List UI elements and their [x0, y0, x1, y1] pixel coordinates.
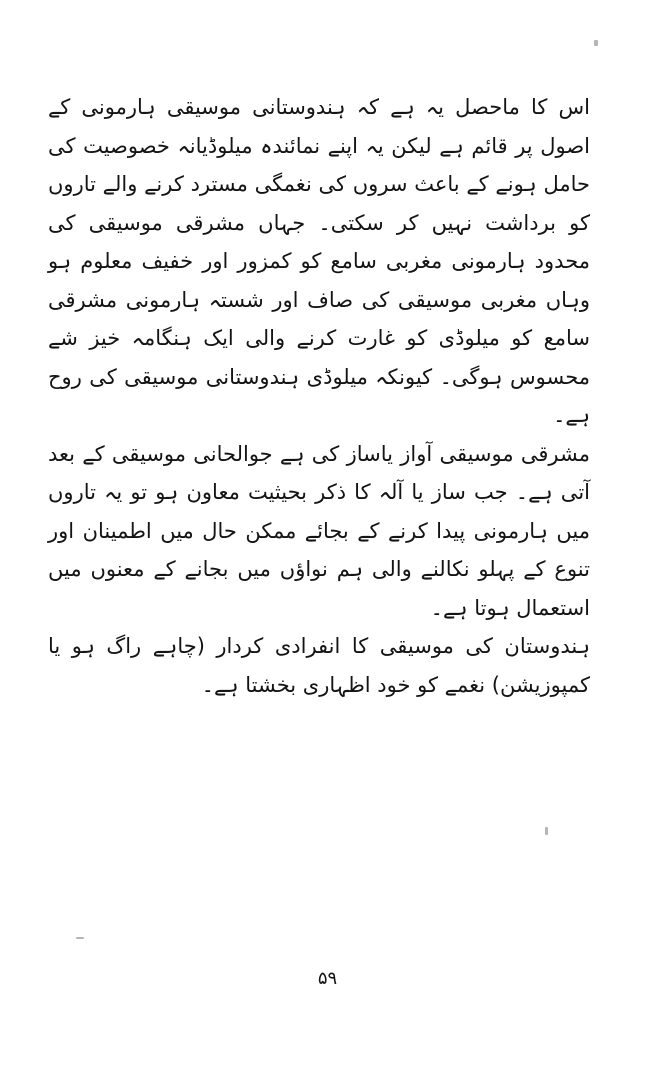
- paragraph-1: اس کا ماحصل یہ ہے کہ ہندوستانی موسیقی ہارمونی کے اصول پر قائم ہے لیکن یہ اپنے نمائندہ میلوڈیانہ خصوصیت کی حامل ہونے کے باعث سروں کی نغمگی مسترد کرنے والے تاروں کو برداشت نہیں کر سکتی۔ جہاں مشرقی موسیقی کی محدود ہارمونی مغربی سامع کو کمزور اور خفیف معلوم ہو وہاں مغربی موسیقی کی صاف اور شستہ ہارمونی مشرقی سامع کو میلوڈی کو غارت کرنے والی ایک ہنگامہ خیز شے محسوس ہوگی۔ کیونکہ میلوڈی ہندوستانی موسیقی کی روح ہے۔: [48, 95, 590, 427]
- paragraph-2: مشرقی موسیقی آواز یاساز کی ہے جوالحانی موسیقی کے بعد آتی ہے۔ جب ساز یا آلہ کا ذکر بحیثیت معاون ہو تو یہ تاروں میں ہارمونی پیدا کرنے کے بجائے ممکن حال میں اطمینان اور تنوع کے پہلو نکالنے والی ہم نواؤں میں بجانے کے معنوں میں استعمال ہوتا ہے۔: [48, 441, 590, 620]
- body-text: [48, 88, 590, 704]
- scan-speck: [594, 40, 598, 46]
- page-number: ۵۹: [317, 968, 338, 989]
- scan-speck: [76, 937, 84, 939]
- paragraph-3: ہندوستان کی موسیقی کا انفرادی کردار (چاہے راگ ہو یا کمپوزیشن) نغمے کو خود اظہاری بخشتا ہے۔: [48, 634, 590, 697]
- scan-speck: [545, 827, 548, 835]
